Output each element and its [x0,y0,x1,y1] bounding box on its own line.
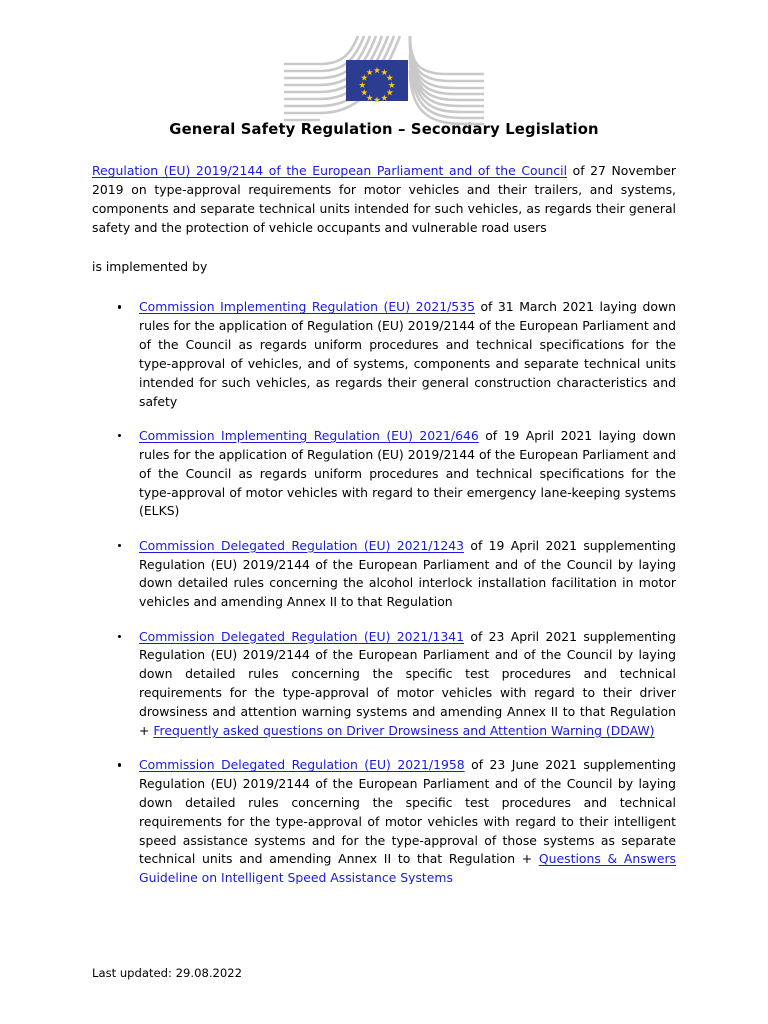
regulation-link[interactable]: Commission Implementing Regulation (EU) 2021/646 [139,428,479,444]
intro-text: of 27 November 2019 on type-approval requirements for motor vehicles and their trailers, and systems, components and separate technical units intended for such vehicles, as regards their general safety and the protection of vehicle occupants and vulnerable road users [92,163,676,235]
european-commission-logo [284,30,484,130]
list-item-text: of 19 April 2021 laying down rules for the application of Regulation (EU) 2019/2144 of the European Parliament and of the Council as regards uniform procedures and technical specifications for the type-approval of motor vehicles with regard to their emergency lane-keeping systems (ELKS) [139,428,676,519]
regulation-link[interactable]: Commission Delegated Regulation (EU) 2021/1341 [139,628,465,644]
last-updated-footer: Last updated: 29.08.2022 [92,966,243,980]
list-item-text: of 23 June 2021 supplementing Regulation (EU) 2019/2144 of the European Parliament and of the Council by laying down detailed rules concerning the specific test procedures and technical requirements for the type-approval of motor vehicles with regard to their intelligent speed assistance systems and for the type-approval of those systems as separate technical units and amending Annex II to that Regulation + [139,757,676,867]
intro-paragraph [92,162,676,237]
regulation-2019-2144-link[interactable]: Regulation (EU) 2019/2144 of the European Parliament and of the Council [92,163,568,179]
list-item [92,628,676,741]
ddaw-faq-link[interactable]: Frequently asked questions on Driver Drowsiness and Attention Warning (DDAW) [153,722,655,738]
list-item [92,427,676,521]
page-title: General Safety Regulation – Secondary Legislation [169,121,599,138]
list-item-text: of 19 April 2021 supplementing Regulation (EU) 2019/2144 of the European Parliament and of the Council by laying down detailed rules concerning the alcohol interlock installation facilitation in motor vehicles and amending Annex II to that Regulation [139,537,676,610]
regulation-link[interactable]: Commission Delegated Regulation (EU) 2021/1958 [139,757,465,773]
regulation-link[interactable]: Commission Implementing Regulation (EU) 2021/535 [139,299,475,315]
list-item [92,298,676,411]
regulation-link[interactable]: Commission Delegated Regulation (EU) 2021/1243 [139,537,465,553]
implemented-by-label: is implemented by [92,258,208,274]
list-item-text: of 23 April 2021 supplementing Regulation (EU) 2019/2144 of the European Parliament and of the Council by laying down detailed rules concerning the specific test procedures and technical requirements for the type-approval of motor vehicles with regard to their driver drowsiness and attention warning systems and amending Annex II to that Regulation + [139,628,676,738]
isa-qa-guideline-link[interactable]: Questions & Answers Guideline on Intelligent Speed Assistance Systems [139,851,676,885]
regulation-list [92,298,676,884]
list-item [92,756,676,884]
logo-container [92,0,676,108]
list-item-text: of 31 March 2021 laying down rules for the application of Regulation (EU) 2019/2144 of the European Parliament and of the Council as regards uniform procedures and technical specifications for the type-approval of vehicles, and of systems, components and separate technical units intended for such vehicles, as regards their general construction characteristics and safety [139,299,676,409]
list-item [92,537,676,612]
regulation-list-container [92,276,676,884]
